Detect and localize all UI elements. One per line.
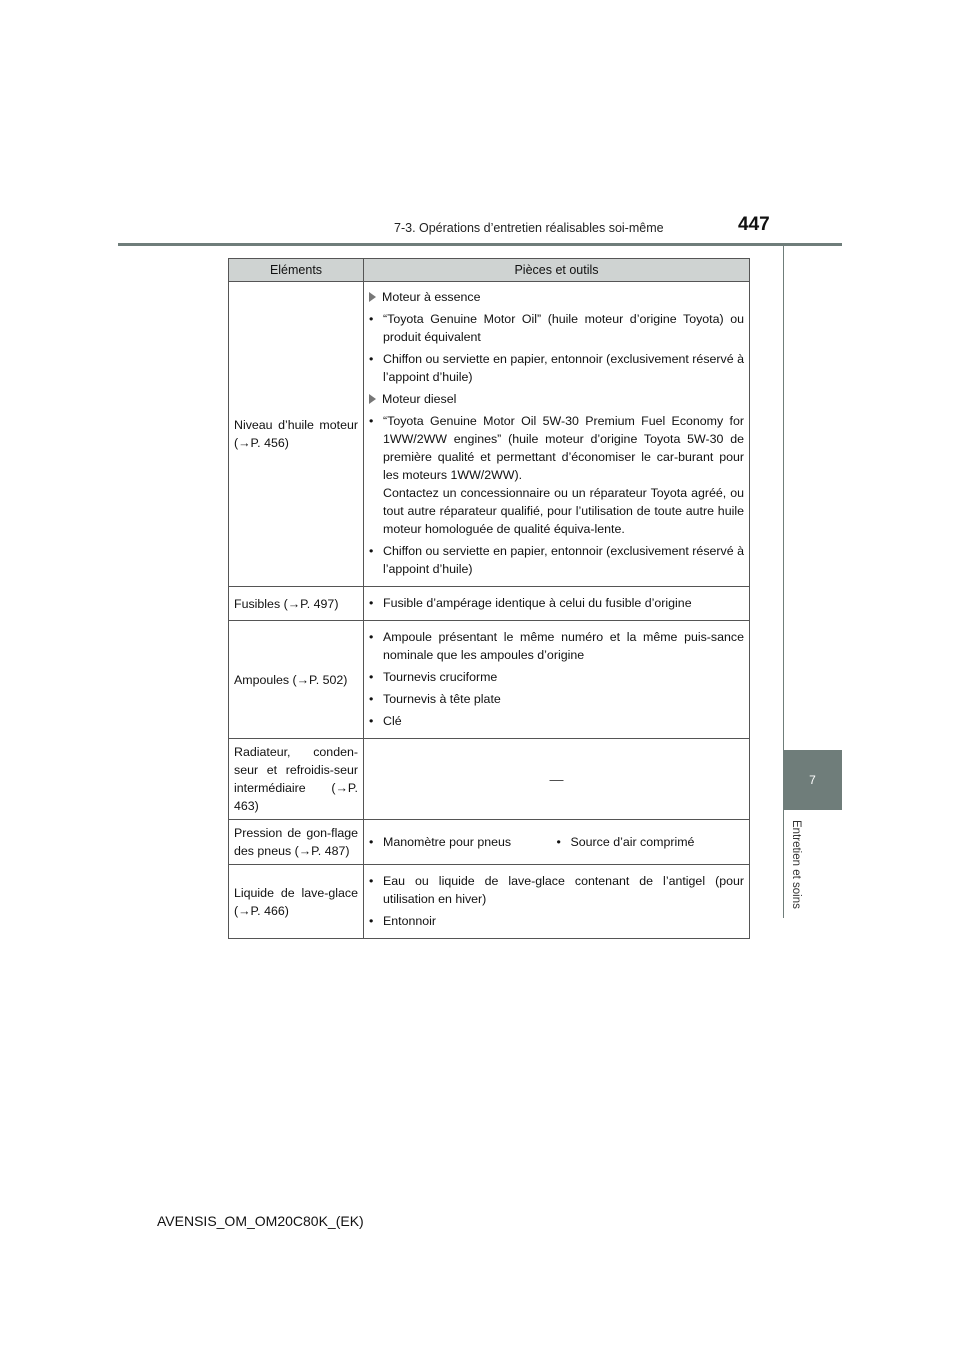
bullet-icon: • bbox=[369, 352, 374, 366]
sub-heading-text: Moteur diesel bbox=[382, 392, 457, 406]
parts-cell bbox=[364, 587, 750, 621]
list-item-text: Ampoule présentant le même numéro et la même puis-sance nominale que les ampoules d’origine bbox=[383, 630, 744, 662]
column-header-parts: Pièces et outils bbox=[364, 259, 750, 282]
section-title: 7-3. Opérations d’entretien réalisables soi-même bbox=[394, 221, 664, 235]
list-item bbox=[557, 833, 745, 851]
list-item bbox=[369, 668, 744, 686]
table-row bbox=[229, 587, 750, 621]
parts-table bbox=[228, 258, 750, 939]
bullet-icon: • bbox=[369, 596, 374, 610]
list-item-text: Source d’air comprimé bbox=[570, 834, 695, 849]
list-item bbox=[369, 712, 744, 730]
list-item bbox=[369, 542, 744, 578]
bullet-icon: • bbox=[369, 670, 374, 684]
list-item-text: Eau ou liquide de lave-glace contenant de l’antigel (pour utilisation en hiver) bbox=[383, 874, 744, 906]
list-item bbox=[369, 912, 744, 930]
sub-heading-text: Moteur à essence bbox=[382, 290, 481, 304]
bullet-icon: • bbox=[369, 714, 374, 728]
list-item bbox=[369, 628, 744, 664]
bullet-icon: • bbox=[556, 834, 561, 849]
list-item-text: Chiffon ou serviette en papier, entonnoir (exclusivement réservé à l’appoint d’huile) bbox=[383, 544, 744, 576]
bullet-icon: • bbox=[369, 914, 374, 928]
bullet-icon: • bbox=[369, 414, 374, 428]
table-header-row bbox=[229, 259, 750, 282]
element-cell: Liquide de lave-glace (→P. 466) bbox=[229, 865, 364, 939]
element-cell: Radiateur, conden-seur et refroidis-seur intermédiaire (→P. 463) bbox=[229, 739, 364, 820]
sub-heading bbox=[369, 390, 744, 408]
chapter-label: Entretien et soins bbox=[790, 820, 802, 909]
table-row bbox=[229, 865, 750, 939]
list-item-note: Contactez un concessionnaire ou un réparateur Toyota agréé, ou tout autre réparateur qualifié, pour l’utilisation de toute autre huile moteur homologuée de qualité équiva-lente. bbox=[383, 486, 744, 536]
list-item-main: “Toyota Genuine Motor Oil 5W-30 Premium Fuel Economy for 1WW/2WW engines” (huile moteur d’origine Toyota 5W-30 de première qualité et permettant d’économiser le car-burant pour les moteurs 1WW/2WW). bbox=[383, 414, 744, 482]
element-cell: Ampoules (→P. 502) bbox=[229, 621, 364, 739]
triangle-arrow-icon bbox=[369, 292, 376, 302]
list-item bbox=[369, 690, 744, 708]
list-item-text: Clé bbox=[383, 714, 402, 728]
parts-cell bbox=[364, 621, 750, 739]
list-item bbox=[369, 872, 744, 908]
parts-cell bbox=[364, 865, 750, 939]
document-code: AVENSIS_OM_OM20C80K_(EK) bbox=[157, 1213, 364, 1229]
list-item bbox=[369, 833, 557, 851]
bullet-icon: • bbox=[369, 544, 374, 558]
list-item-text: Tournevis cruciforme bbox=[383, 670, 498, 684]
bullet-icon: • bbox=[369, 312, 374, 326]
sub-heading bbox=[369, 288, 744, 306]
table-row bbox=[229, 282, 750, 587]
bullet-icon: • bbox=[369, 834, 374, 849]
bullet-icon: • bbox=[369, 630, 374, 644]
bullet-icon: • bbox=[369, 692, 374, 706]
parts-cell bbox=[364, 282, 750, 587]
list-item-text: Fusible d’ampérage identique à celui du fusible d’origine bbox=[383, 596, 692, 610]
list-item-text: Entonnoir bbox=[383, 914, 437, 928]
list-item-text: Chiffon ou serviette en papier, entonnoir (exclusivement réservé à l’appoint d’huile) bbox=[383, 352, 744, 384]
parts-cell bbox=[364, 739, 750, 820]
element-cell: Niveau d’huile moteur (→P. 456) bbox=[229, 282, 364, 587]
bullet-icon: • bbox=[369, 874, 374, 888]
empty-dash: — bbox=[549, 771, 564, 787]
table-row bbox=[229, 621, 750, 739]
parts-cell bbox=[364, 820, 750, 865]
list-item bbox=[369, 350, 744, 386]
element-cell: Pression de gon-flage des pneus (→P. 487) bbox=[229, 820, 364, 865]
table-row bbox=[229, 820, 750, 865]
list-item-text: “Toyota Genuine Motor Oil” (huile moteur d’origine Toyota) ou produit équivalent bbox=[383, 312, 744, 344]
header-rule bbox=[118, 243, 842, 246]
side-rule bbox=[783, 246, 784, 918]
column-header-elements: Eléments bbox=[229, 259, 364, 282]
list-item-text: Tournevis à tête plate bbox=[383, 692, 501, 706]
triangle-arrow-icon bbox=[369, 394, 376, 404]
element-cell: Fusibles (→P. 497) bbox=[229, 587, 364, 621]
page-number: 447 bbox=[738, 214, 770, 235]
list-item bbox=[369, 594, 744, 612]
list-item bbox=[369, 310, 744, 346]
list-item-text bbox=[383, 412, 744, 538]
list-item bbox=[369, 412, 744, 538]
list-item-text: Manomètre pour pneus bbox=[383, 834, 512, 849]
table-row bbox=[229, 739, 750, 820]
chapter-tab[interactable]: 7 bbox=[783, 750, 842, 810]
